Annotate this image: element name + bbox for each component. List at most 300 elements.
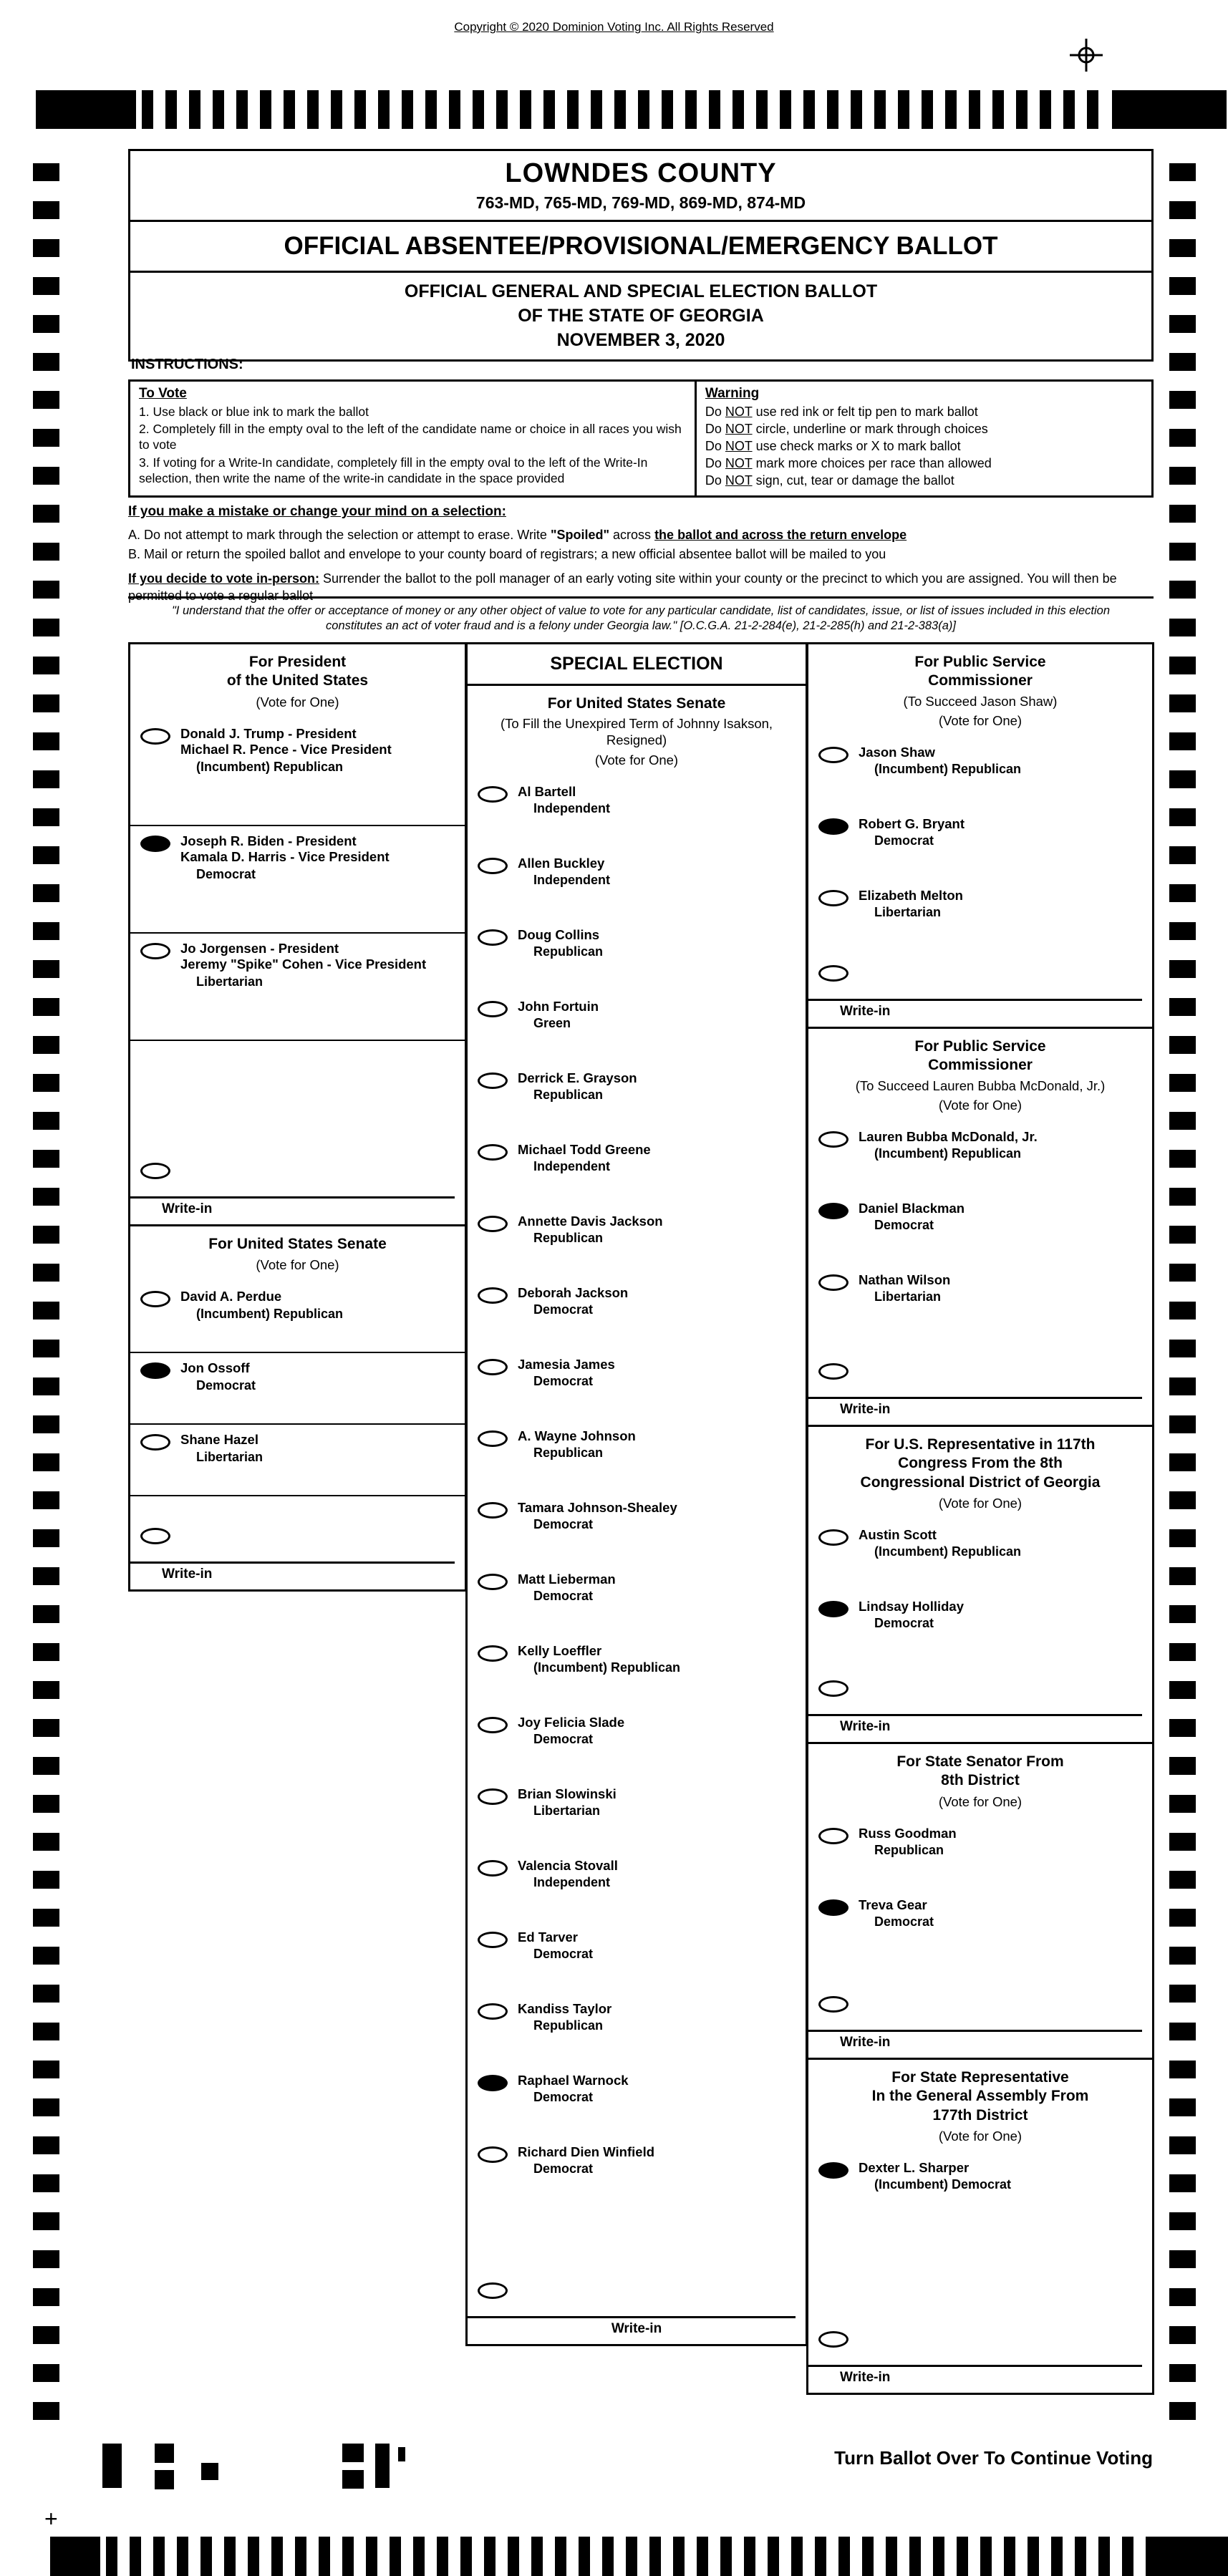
timing-mark bbox=[1169, 732, 1196, 750]
candidate-text bbox=[518, 999, 599, 1032]
candidate-party: (Incumbent) Democrat bbox=[874, 2177, 1012, 2192]
timing-mark bbox=[33, 315, 59, 333]
county-name: LOWNDES COUNTY bbox=[505, 158, 777, 188]
ballot-id-mark bbox=[342, 2444, 364, 2462]
candidate-text bbox=[518, 1643, 680, 1677]
crosshair-icon bbox=[1068, 37, 1104, 73]
timing-mark bbox=[33, 1302, 59, 1320]
timing-mark bbox=[1169, 1377, 1196, 1395]
candidate-list bbox=[808, 1118, 1152, 1337]
contest-title: For United States Senate bbox=[547, 695, 726, 712]
candidate-party: Democrat bbox=[533, 1302, 594, 1317]
timing-mark bbox=[1169, 201, 1196, 219]
candidate-name: Raphael Warnock bbox=[518, 2072, 629, 2088]
timing-mark bbox=[1169, 846, 1196, 864]
timing-mark bbox=[1169, 2364, 1196, 2382]
candidate-name: Lindsay Holliday bbox=[859, 1598, 964, 1614]
timing-mark bbox=[33, 2098, 59, 2116]
mistake-line-a bbox=[128, 526, 1154, 544]
timing-mark bbox=[33, 581, 59, 599]
contest-state-senator-8 bbox=[806, 1742, 1154, 2060]
timing-mark bbox=[1169, 1605, 1196, 1623]
write-in-oval[interactable] bbox=[818, 965, 849, 982]
timing-mark bbox=[33, 846, 59, 864]
write-in-option[interactable] bbox=[130, 1153, 465, 1193]
contest-title: Commissioner bbox=[928, 672, 1033, 689]
candidate-name: Allen Buckley bbox=[518, 855, 605, 871]
ballot-oval[interactable] bbox=[140, 1291, 170, 1307]
candidate-text bbox=[518, 2144, 654, 2178]
timing-mark bbox=[1169, 277, 1196, 295]
candidate-option[interactable] bbox=[808, 809, 1152, 881]
to-vote-instruction: 1. Use black or blue ink to mark the ballot bbox=[139, 405, 369, 419]
contest-header bbox=[808, 1029, 1152, 1118]
contest-title: For Public Service bbox=[914, 654, 1046, 670]
candidate-option[interactable] bbox=[468, 1278, 806, 1350]
contest-subtitle: (To Succeed Jason Shaw) bbox=[903, 693, 1058, 709]
timing-mark bbox=[1169, 2174, 1196, 2192]
contest-subtitle: (To Fill the Unexpired Term of Johnny Isakson, Resigned) bbox=[500, 716, 773, 748]
write-in-oval[interactable] bbox=[818, 2331, 849, 2348]
timing-mark bbox=[1169, 2136, 1196, 2154]
ballot-type-title: OFFICIAL ABSENTEE/PROVISIONAL/EMERGENCY BALLOT bbox=[284, 232, 998, 260]
timing-mark bbox=[1169, 2061, 1196, 2078]
ballot-oval-filled[interactable] bbox=[140, 836, 170, 852]
timing-mark bbox=[33, 1340, 59, 1357]
candidate-option[interactable] bbox=[130, 934, 465, 1041]
candidate-option[interactable] bbox=[808, 881, 1152, 952]
timing-mark bbox=[1169, 1567, 1196, 1585]
timing-mark bbox=[33, 922, 59, 940]
ballot-oval-filled[interactable] bbox=[818, 1601, 849, 1617]
ballot-column-1 bbox=[128, 642, 467, 1592]
ballot-oval[interactable] bbox=[478, 1287, 508, 1304]
timing-mark bbox=[33, 2174, 59, 2192]
timing-mark bbox=[1169, 1871, 1196, 1889]
timing-mark bbox=[1169, 1340, 1196, 1357]
mistake-heading: If you make a mistake or change your mind on a selection: bbox=[128, 504, 506, 519]
candidate-name: Tamara Johnson-Shealey bbox=[518, 1499, 677, 1515]
candidate-name: Matt Lieberman bbox=[518, 1571, 616, 1587]
candidate-text bbox=[859, 888, 963, 921]
candidate-name: Joseph R. Biden - President bbox=[180, 833, 357, 848]
candidate-option[interactable] bbox=[468, 848, 806, 920]
ballot-oval[interactable] bbox=[818, 1131, 849, 1148]
timing-mark bbox=[33, 543, 59, 561]
candidate-option[interactable] bbox=[808, 1122, 1152, 1193]
copyright-line bbox=[0, 20, 1228, 34]
ballot-header-box bbox=[128, 149, 1154, 362]
candidate-list bbox=[808, 2149, 1152, 2224]
not-emphasis: NOT bbox=[725, 405, 753, 419]
timing-mark bbox=[1169, 1681, 1196, 1699]
write-in-section bbox=[808, 1671, 1152, 1742]
write-in-oval[interactable] bbox=[818, 1363, 849, 1380]
candidate-text bbox=[518, 856, 610, 889]
candidate-text bbox=[518, 1070, 637, 1104]
contest-title: For United States Senate bbox=[208, 1236, 387, 1252]
timing-mark bbox=[1169, 239, 1196, 257]
ballot-id-mark bbox=[102, 2444, 122, 2488]
candidate-text bbox=[518, 1500, 677, 1534]
write-in-section bbox=[468, 2273, 806, 2344]
timing-block bbox=[50, 2537, 100, 2576]
timing-mark bbox=[33, 1150, 59, 1168]
ballot-oval-filled[interactable] bbox=[818, 818, 849, 835]
candidate-text bbox=[859, 1527, 1021, 1561]
candidate-text bbox=[518, 927, 603, 961]
contest-us-rep-8 bbox=[806, 1425, 1154, 1744]
write-in-option[interactable] bbox=[808, 1354, 1152, 1394]
timing-mark bbox=[33, 1947, 59, 1965]
to-vote-list bbox=[139, 404, 686, 486]
timing-mark bbox=[33, 1605, 59, 1623]
candidate-text bbox=[859, 816, 964, 850]
timing-mark bbox=[1169, 1795, 1196, 1813]
write-in-section bbox=[808, 2322, 1152, 2393]
candidate-text bbox=[518, 2001, 611, 2035]
ballot-oval[interactable] bbox=[478, 786, 508, 803]
mistake-instructions bbox=[128, 504, 1154, 605]
timing-mark bbox=[33, 1909, 59, 1927]
election-date: NOVEMBER 3, 2020 bbox=[556, 329, 725, 350]
write-in-section bbox=[808, 1354, 1152, 1425]
mistake-line-a-text: A. Do not attempt to mark through the selection or attempt to erase. Write bbox=[128, 528, 551, 542]
candidate-option[interactable] bbox=[468, 1493, 806, 1564]
timing-mark bbox=[1169, 1188, 1196, 1206]
contest-title: In the General Assembly From bbox=[871, 2088, 1089, 2105]
warning-title: Warning bbox=[705, 386, 760, 401]
timing-mark bbox=[33, 2061, 59, 2078]
timing-mark bbox=[33, 1795, 59, 1813]
candidate-name: Jeremy "Spike" Cohen - Vice President bbox=[180, 957, 427, 972]
contest-header bbox=[808, 1744, 1152, 1814]
candidate-option[interactable] bbox=[468, 1851, 806, 1922]
warning-instruction: Do NOT circle, underline or mark through choices bbox=[705, 421, 988, 436]
ballot-oval-filled[interactable] bbox=[140, 1362, 170, 1379]
timing-mark bbox=[33, 1074, 59, 1092]
write-in-option[interactable] bbox=[468, 2273, 806, 2313]
timing-mark bbox=[1169, 315, 1196, 333]
ballot-oval[interactable] bbox=[140, 728, 170, 745]
candidate-option[interactable] bbox=[468, 920, 806, 992]
candidate-party: (Incumbent) Republican bbox=[196, 1306, 344, 1321]
ballot-oval[interactable] bbox=[478, 1001, 508, 1017]
ballot-id-mark bbox=[342, 2470, 364, 2489]
ballot-oval[interactable] bbox=[478, 1144, 508, 1161]
candidate-party: Libertarian bbox=[196, 974, 264, 989]
candidate-name: Elizabeth Melton bbox=[859, 887, 963, 903]
candidate-text bbox=[859, 1599, 964, 1632]
candidate-name: Derrick E. Grayson bbox=[518, 1070, 637, 1085]
candidate-option[interactable] bbox=[130, 1353, 465, 1425]
timing-mark bbox=[33, 1491, 59, 1509]
candidate-option[interactable] bbox=[468, 2066, 806, 2137]
timing-mark bbox=[33, 732, 59, 750]
mistake-line-a-emphasis: the ballot and across the return envelope bbox=[654, 528, 907, 542]
candidate-party: Republican bbox=[533, 1088, 604, 1103]
timing-mark bbox=[33, 960, 59, 978]
candidate-party: Independent bbox=[533, 1159, 610, 1174]
timing-mark bbox=[1169, 2250, 1196, 2268]
candidate-name: Lauren Bubba McDonald, Jr. bbox=[859, 1128, 1038, 1144]
candidate-party: Democrat bbox=[196, 866, 256, 881]
ballot-oval[interactable] bbox=[818, 1828, 849, 1844]
candidate-text bbox=[518, 1786, 617, 1820]
candidate-name: Donald J. Trump - President bbox=[180, 725, 357, 741]
ballot-oval[interactable] bbox=[818, 1529, 849, 1546]
registration-mark-icon bbox=[1068, 37, 1104, 77]
candidate-party: Democrat bbox=[874, 833, 934, 848]
candidate-option[interactable] bbox=[808, 2153, 1152, 2224]
vote-for-instruction: (Vote for One) bbox=[938, 712, 1022, 728]
timing-mark bbox=[1169, 960, 1196, 978]
timing-mark bbox=[1169, 2212, 1196, 2230]
candidate-option[interactable] bbox=[468, 1636, 806, 1708]
ballot-oval[interactable] bbox=[478, 1072, 508, 1089]
candidate-option[interactable] bbox=[808, 1819, 1152, 1890]
ballot-oval[interactable] bbox=[478, 1430, 508, 1447]
ballot-oval[interactable] bbox=[478, 1860, 508, 1877]
ballot-oval[interactable] bbox=[478, 1359, 508, 1375]
ballot-column-3 bbox=[806, 642, 1154, 2395]
timing-mark bbox=[1169, 2326, 1196, 2344]
timing-mark bbox=[1169, 1302, 1196, 1320]
candidate-option[interactable] bbox=[808, 1520, 1152, 1592]
timing-mark bbox=[1169, 1150, 1196, 1168]
ballot-oval[interactable] bbox=[140, 943, 170, 959]
instructions-label: INSTRUCTIONS: bbox=[131, 357, 243, 372]
contest-title: 177th District bbox=[932, 2106, 1028, 2124]
candidate-party: Libertarian bbox=[874, 1289, 942, 1304]
contest-title: Congress From the 8th bbox=[898, 1455, 1063, 1472]
election-title-section bbox=[130, 273, 1151, 359]
timing-marks-right bbox=[1169, 163, 1196, 2454]
timing-mark bbox=[1169, 770, 1196, 788]
candidate-party: Green bbox=[533, 1016, 571, 1031]
candidate-name: Valencia Stovall bbox=[518, 1857, 618, 1873]
candidate-party: Democrat bbox=[874, 1616, 934, 1631]
candidate-name: Jamesia James bbox=[518, 1356, 615, 1372]
contest-title: For U.S. Representative in 117th bbox=[865, 1436, 1096, 1453]
timing-mark bbox=[33, 2364, 59, 2382]
candidate-option[interactable] bbox=[468, 1708, 806, 1779]
ballot-oval[interactable] bbox=[818, 1274, 849, 1291]
candidate-option[interactable] bbox=[808, 1890, 1152, 1962]
timing-mark bbox=[33, 391, 59, 409]
candidate-option[interactable] bbox=[468, 2137, 806, 2209]
write-in-option[interactable] bbox=[808, 1671, 1152, 1711]
contest-psc-shaw bbox=[806, 642, 1154, 1029]
write-in-section bbox=[130, 1519, 465, 1589]
candidate-name: Shane Hazel bbox=[180, 1432, 258, 1448]
candidate-option[interactable] bbox=[130, 1282, 465, 1353]
candidate-party: Independent bbox=[533, 1875, 610, 1890]
candidate-option[interactable] bbox=[808, 1265, 1152, 1337]
timing-mark bbox=[1169, 1947, 1196, 1965]
write-in-option[interactable] bbox=[808, 1987, 1152, 2027]
candidate-option[interactable] bbox=[468, 1350, 806, 1421]
ballot-oval[interactable] bbox=[478, 1502, 508, 1519]
ballot-oval[interactable] bbox=[478, 1788, 508, 1805]
timing-mark bbox=[33, 694, 59, 712]
write-in-label: Write-in bbox=[162, 1201, 213, 1216]
candidate-option[interactable] bbox=[468, 1922, 806, 1994]
timing-mark bbox=[1169, 1757, 1196, 1775]
timing-mark bbox=[1169, 1074, 1196, 1092]
ballot-oval[interactable] bbox=[478, 1932, 508, 1948]
timing-mark bbox=[33, 1719, 59, 1737]
candidate-name: Kandiss Taylor bbox=[518, 2000, 612, 2016]
candidate-party: (Incumbent) Republican bbox=[533, 1660, 681, 1675]
ballot-oval-filled[interactable] bbox=[818, 2162, 849, 2179]
timing-mark bbox=[1169, 543, 1196, 561]
timing-mark bbox=[1169, 1719, 1196, 1737]
candidate-text bbox=[859, 1897, 934, 1931]
contest-title: For Public Service bbox=[914, 1038, 1046, 1055]
candidate-option[interactable] bbox=[468, 1994, 806, 2066]
ballot-oval[interactable] bbox=[478, 1216, 508, 1232]
candidate-option[interactable] bbox=[468, 1206, 806, 1278]
candidate-text bbox=[518, 1858, 618, 1892]
ballot-oval[interactable] bbox=[140, 1434, 170, 1451]
ballot-oval[interactable] bbox=[478, 1574, 508, 1590]
candidate-text bbox=[859, 745, 1021, 778]
candidate-option[interactable] bbox=[468, 992, 806, 1063]
candidate-list bbox=[808, 1814, 1152, 1962]
timing-mark bbox=[33, 2250, 59, 2268]
timing-mark bbox=[33, 1188, 59, 1206]
timing-bars bbox=[106, 2537, 1140, 2576]
candidate-text bbox=[518, 1428, 636, 1462]
candidate-text bbox=[180, 1432, 263, 1466]
timing-mark bbox=[1169, 1491, 1196, 1509]
candidate-option[interactable] bbox=[468, 777, 806, 848]
write-in-option[interactable] bbox=[808, 2322, 1152, 2362]
candidate-name: Jason Shaw bbox=[859, 744, 935, 760]
timing-mark bbox=[33, 505, 59, 523]
not-emphasis: NOT bbox=[725, 473, 753, 488]
contest-president bbox=[128, 642, 467, 1226]
candidate-party: Republican bbox=[533, 2018, 604, 2033]
candidate-party: Independent bbox=[533, 801, 610, 816]
candidate-party: Democrat bbox=[874, 1218, 934, 1233]
candidate-name: Richard Dien Winfield bbox=[518, 2144, 655, 2159]
candidate-party: Libertarian bbox=[196, 1449, 264, 1464]
candidate-name: David A. Perdue bbox=[180, 1289, 282, 1304]
candidate-option[interactable] bbox=[808, 1592, 1152, 1663]
timing-mark bbox=[33, 657, 59, 674]
ballot-oval-filled[interactable] bbox=[478, 2075, 508, 2091]
candidate-text bbox=[859, 1272, 950, 1306]
candidate-name: Austin Scott bbox=[859, 1526, 937, 1542]
ballot-oval[interactable] bbox=[478, 858, 508, 874]
candidate-option[interactable] bbox=[808, 1193, 1152, 1265]
timing-mark bbox=[1169, 1453, 1196, 1471]
timing-mark bbox=[33, 2326, 59, 2344]
candidate-party: Republican bbox=[533, 1446, 604, 1461]
timing-mark bbox=[33, 2023, 59, 2040]
ballot-oval[interactable] bbox=[478, 2146, 508, 2163]
contest-title: For President bbox=[248, 654, 347, 670]
candidate-name: Doug Collins bbox=[518, 926, 600, 942]
timing-mark bbox=[1169, 1112, 1196, 1130]
candidate-option[interactable] bbox=[130, 719, 465, 826]
timing-mark bbox=[33, 1112, 59, 1130]
write-in-oval[interactable] bbox=[818, 1996, 849, 2013]
candidate-option[interactable] bbox=[468, 1564, 806, 1636]
to-vote-panel bbox=[130, 382, 697, 495]
election-title-line1: OFFICIAL GENERAL AND SPECIAL ELECTION BALLOT bbox=[404, 281, 878, 301]
timing-marks-bottom bbox=[50, 2537, 1228, 2576]
timing-mark bbox=[1169, 694, 1196, 712]
not-emphasis: NOT bbox=[725, 455, 753, 470]
timing-block bbox=[36, 90, 136, 129]
write-in-oval[interactable] bbox=[140, 1163, 170, 1179]
candidate-option[interactable] bbox=[130, 826, 465, 934]
not-emphasis: NOT bbox=[725, 421, 753, 436]
timing-mark bbox=[33, 239, 59, 257]
write-in-oval[interactable] bbox=[818, 1680, 849, 1697]
timing-mark bbox=[33, 1985, 59, 2003]
timing-mark bbox=[1169, 2402, 1196, 2420]
candidate-name: Annette Davis Jackson bbox=[518, 1213, 663, 1229]
write-in-label: Write-in bbox=[840, 1719, 891, 1734]
candidate-option[interactable] bbox=[468, 1421, 806, 1493]
candidate-text bbox=[859, 1129, 1038, 1163]
in-person-label: If you decide to vote in-person: bbox=[128, 571, 320, 586]
candidate-option[interactable] bbox=[130, 1425, 465, 1496]
timing-bars bbox=[142, 90, 1106, 129]
vote-for-instruction: (Vote for One) bbox=[256, 694, 339, 710]
write-in-option[interactable] bbox=[808, 956, 1152, 996]
candidate-option[interactable] bbox=[468, 1063, 806, 1135]
ballot-oval[interactable] bbox=[478, 1645, 508, 1662]
ballot-type-section bbox=[130, 222, 1151, 273]
timing-mark bbox=[1169, 1036, 1196, 1054]
timing-mark bbox=[33, 998, 59, 1016]
contest-header bbox=[468, 686, 806, 773]
ballot-oval[interactable] bbox=[818, 747, 849, 763]
write-in-option[interactable] bbox=[130, 1519, 465, 1559]
ballot-oval-filled[interactable] bbox=[818, 1203, 849, 1219]
timing-mark bbox=[33, 1226, 59, 1244]
write-in-oval[interactable] bbox=[140, 1528, 170, 1544]
ballot-column-2 bbox=[465, 642, 808, 2346]
ballot-oval[interactable] bbox=[478, 1717, 508, 1733]
candidate-list bbox=[130, 1277, 465, 1496]
ballot-oval-filled[interactable] bbox=[818, 1899, 849, 1916]
candidate-name: Jon Ossoff bbox=[180, 1360, 250, 1376]
candidate-option[interactable] bbox=[468, 1779, 806, 1851]
write-in-oval[interactable] bbox=[478, 2282, 508, 2299]
write-in-label: Write-in bbox=[611, 2321, 662, 2336]
ballot-oval[interactable] bbox=[478, 929, 508, 946]
ballot-oval[interactable] bbox=[818, 890, 849, 906]
candidate-text bbox=[518, 1572, 616, 1605]
ballot-oval[interactable] bbox=[478, 2003, 508, 2020]
timing-mark bbox=[1169, 505, 1196, 523]
warning-instruction: Do NOT mark more choices per race than allowed bbox=[705, 455, 992, 470]
candidate-option[interactable] bbox=[808, 737, 1152, 809]
candidate-option[interactable] bbox=[468, 1135, 806, 1206]
contest-state-rep-177 bbox=[806, 2058, 1154, 2395]
ballot-id-mark bbox=[375, 2444, 390, 2488]
candidate-party: (Incumbent) Republican bbox=[874, 1544, 1022, 1559]
timing-mark bbox=[1169, 429, 1196, 447]
timing-mark bbox=[1169, 2023, 1196, 2040]
candidate-name: Kamala D. Harris - Vice President bbox=[180, 849, 390, 865]
